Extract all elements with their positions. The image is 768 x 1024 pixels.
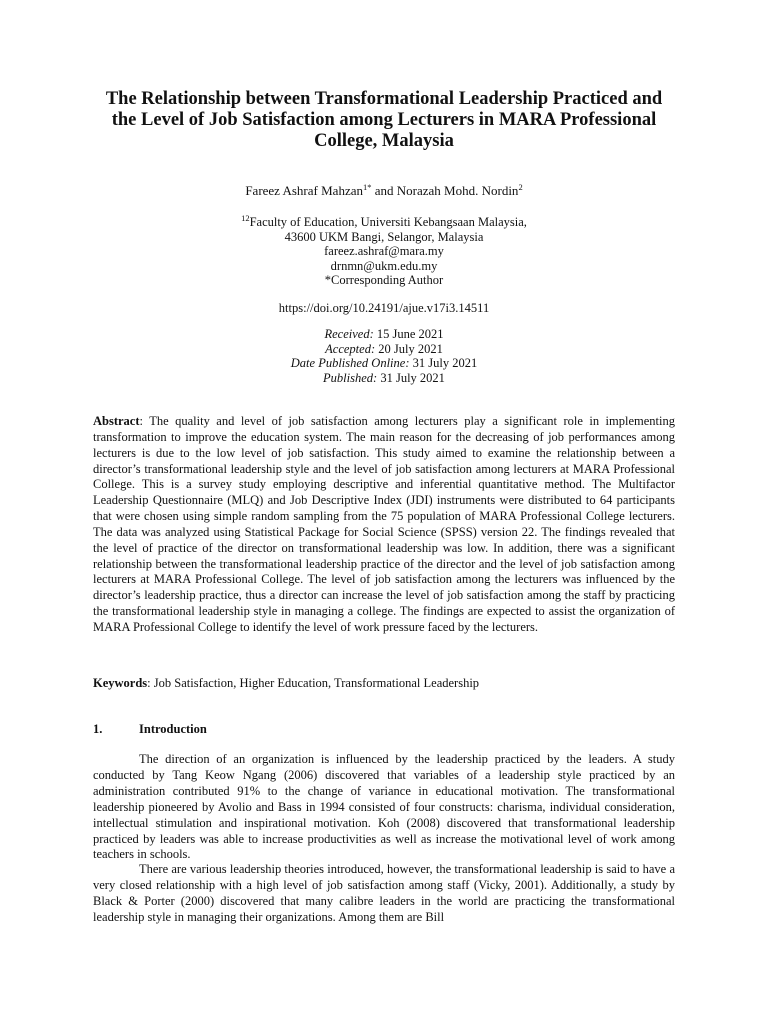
author-conjunction: and xyxy=(371,183,397,198)
email-1: fareez.ashraf@mara.my xyxy=(324,244,444,259)
paper-title: The Relationship between Transformational Leadership Practiced and the Level of Job Satisfaction among Lecturers in MARA Professional College, Malaysia xyxy=(105,89,663,151)
affiliation-marker: 12 xyxy=(241,213,250,223)
doi-link[interactable]: https://doi.org/10.24191/ajue.v17i3.14511 xyxy=(278,301,490,315)
section-title: Introduction xyxy=(139,722,207,736)
keywords xyxy=(93,676,675,691)
abstract-label: Abstract xyxy=(93,414,140,428)
author-1-name: Fareez Ashraf Mahzan xyxy=(245,183,363,198)
affiliation-block xyxy=(96,215,672,288)
received-date: Received: 15 June 2021 xyxy=(324,327,444,341)
publication-dates xyxy=(96,327,672,385)
affiliation-line-1: $^{12}$Faculty of Education, Universiti Kebangsaan Malaysia, xyxy=(241,213,527,229)
section-number: 1. xyxy=(93,722,103,736)
accepted-date: Accepted: 20 July 2021 xyxy=(325,341,443,356)
keywords-text: : Job Satisfaction, Higher Education, Transformational Leadership xyxy=(147,676,480,690)
author-2-marker: 2 xyxy=(518,182,523,192)
abstract xyxy=(93,414,675,636)
section-heading-introduction xyxy=(93,722,675,737)
published-date: Published: 31 July 2021 xyxy=(323,370,445,385)
email-2: drnmn@ukm.edu.my xyxy=(330,258,438,273)
author-1-marker: 1* xyxy=(362,182,372,192)
keywords-label: Keywords xyxy=(93,676,148,690)
published-online-date: Date Published Online: 31 July 2021 xyxy=(290,356,478,371)
corresponding-author-note: *Corresponding Author xyxy=(324,273,444,288)
introduction-paragraph-2: There are various leadership theories introduced, however, the transformational leadership is said to have a very closed relationship with a high level of job satisfaction among staff (Vicky, 2001). Additionally, a study by Black & Porter (2000) discovered that many calibre leaders in the world are practicing the transformational leadership style in managing their organizations. Among them are Bill xyxy=(93,862,675,924)
affiliation-line-2: 43600 UKM Bangi, Selangor, Malaysia xyxy=(284,229,484,244)
author-line xyxy=(96,184,672,199)
abstract-text: : The quality and level of job satisfaction among lecturers play a significant role in implementing transformation to improve the education system. The main reason for the decreasing of job performances among lecturers is due to the low level of job satisfaction. This study aimed to examine the relationship between a director’s transformational leadership style and the level of job satisfaction among lecturers at MARA Professional College. This is a survey study employing descriptive and inferential quantitative method. The Multifactor Leadership Questionnaire (MLQ) and Job Descriptive Index (JDI) instruments were distributed to 64 participants that were chosen using simple random sampling from the 75 population of MARA Professional College lecturers. The data was analyzed using Statistical Package for Social Science (SPSS) version 22. The findings revealed that the level of practice of the director on transformational leadership was low. In addition, there was a significant relationship between the transformational leadership practice of the director and the level of job satisfaction among lecturers at MARA Professional College. The level of job satisfaction among the lecturers was influenced by the director’s leadership practice, thus a director can increase the level of job satisfaction among the staff by practicing the transformational leadership style in managing a college. The findings are expected to assist the organization of MARA Professional College to identify the level of work pressure faced by the lecturers. xyxy=(93,414,675,634)
introduction-paragraph-1: The direction of an organization is influenced by the leadership practiced by the leaders. A study conducted by Tang Keow Ngang (2006) discovered that variables of a leadership style practiced by an administration contributed 91% to the change of variance in educational motivation. The transformational leadership pioneered by Avolio and Bass in 1994 consisted of four constructs: charisma, individual consideration, intellectual stimulation and inspirational motivation. Koh (2008) discovered that transformational leadership practiced by leaders was able to increase productivities as well as increase the motivational level of work among teachers in schools. xyxy=(93,752,675,862)
author-2-name: Norazah Mohd. Nordin xyxy=(396,183,519,198)
